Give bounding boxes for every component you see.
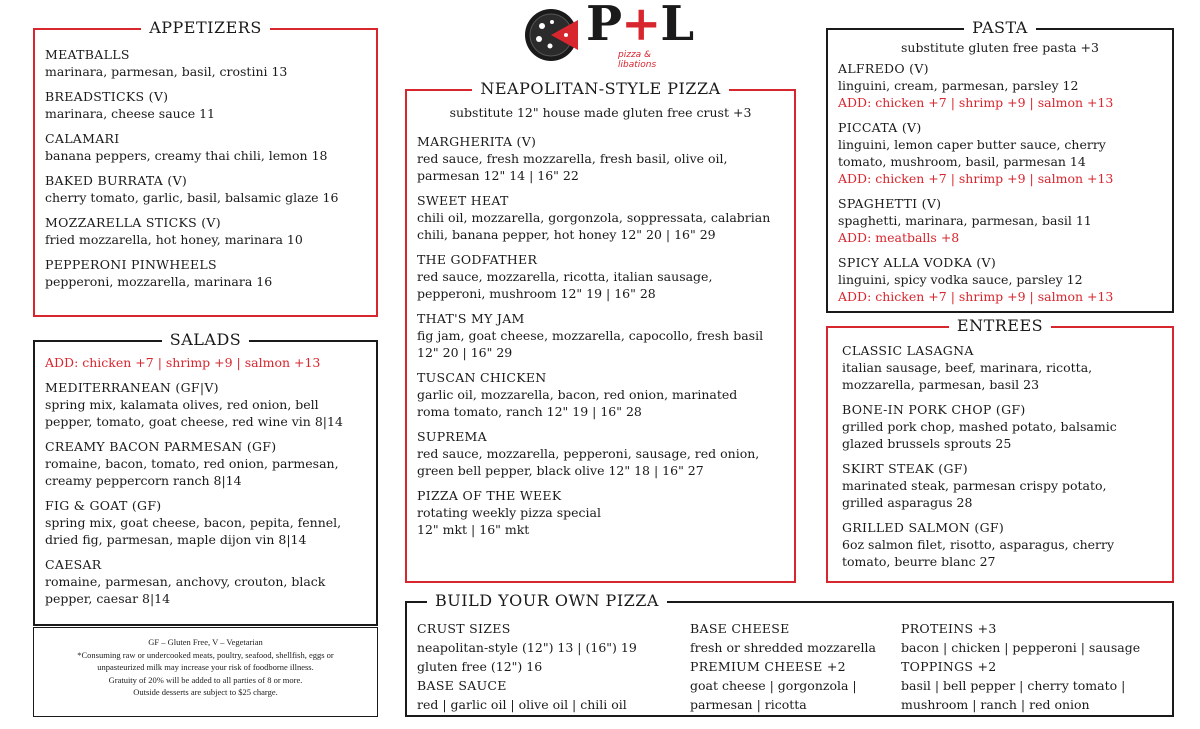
item-desc: grilled asparagus 28	[842, 495, 973, 510]
pasta-title: PASTA	[828, 18, 1172, 38]
item-name: PEPPERONI PINWHEELS	[45, 257, 217, 272]
item-name: TUSCAN CHICKEN	[417, 370, 547, 385]
item-name: PIZZA OF THE WEEK	[417, 488, 562, 503]
item-desc: spring mix, kalamata olives, red onion, bell	[45, 397, 319, 412]
item-name: MEATBALLS	[45, 47, 130, 62]
appetizers-section	[33, 18, 378, 317]
item-name: BREADSTICKS (V)	[45, 89, 169, 104]
menu-item	[842, 519, 1164, 570]
item-name: SPAGHETTI (V)	[838, 196, 942, 211]
item-name: ALFREDO (V)	[838, 61, 929, 76]
salads-title: SALADS	[35, 330, 376, 350]
pasta-add-ons: ADD: chicken +7 | shrimp +9 | salmon +13	[838, 95, 1114, 110]
menu-item	[45, 46, 368, 80]
menu-item	[45, 88, 368, 122]
item-name: SKIRT STEAK (GF)	[842, 461, 968, 476]
item-desc: dried fig, parmesan, maple dijon vin 8|14	[45, 532, 307, 547]
cheese-option: fresh or shredded mozzarella	[690, 640, 876, 655]
item-desc: romaine, parmesan, anchovy, crouton, black	[45, 574, 326, 589]
premium-cheese-options: goat cheese | gorgonzola |	[690, 678, 857, 693]
item-desc: roma tomato, ranch 12" 19 | 16" 28	[417, 404, 642, 419]
sauce-heading: BASE SAUCE	[417, 678, 507, 693]
menu-item	[417, 133, 786, 184]
item-desc: pepperoni, mozzarella, marinara 16	[45, 274, 273, 289]
item-desc: pepper, tomato, goat cheese, red wine vin 8|14	[45, 414, 343, 429]
menu-item	[45, 497, 368, 548]
sauce-options: red | garlic oil | olive oil | chili oil	[417, 697, 627, 712]
menu-item	[842, 460, 1164, 511]
menu-item	[417, 251, 786, 302]
item-desc: tomato, beurre blanc 27	[842, 554, 996, 569]
pizza-title: NEAPOLITAN-STYLE PIZZA	[407, 79, 794, 99]
item-desc: banana peppers, creamy thai chili, lemon 18	[45, 148, 328, 163]
topping-options: mushroom | ranch | red onion	[901, 697, 1090, 712]
item-desc: 6oz salmon filet, risotto, asparagus, cherry	[842, 537, 1115, 552]
item-name: MOZZARELLA STICKS (V)	[45, 215, 221, 230]
item-name: SWEET HEAT	[417, 193, 509, 208]
item-name: SUPREMA	[417, 429, 487, 444]
item-name: BONE-IN PORK CHOP (GF)	[842, 402, 1026, 417]
item-desc: spaghetti, marinara, parmesan, basil 11	[838, 213, 1092, 228]
pasta-add-ons: ADD: meatballs +8	[838, 230, 960, 245]
pizza-note: substitute 12" house made gluten free crust +3	[449, 105, 752, 120]
protein-options: bacon | chicken | pepperoni | sausage	[901, 640, 1141, 655]
menu-item	[417, 428, 786, 479]
item-name: PICCATA (V)	[838, 120, 922, 135]
item-desc: green bell pepper, black olive 12" 18 | 16" 27	[417, 463, 704, 478]
item-name: SPICY ALLA VODKA (V)	[838, 255, 997, 270]
menu-item	[45, 438, 368, 489]
menu-item	[838, 119, 1164, 187]
item-desc: red sauce, mozzarella, ricotta, italian sausage,	[417, 269, 713, 284]
gratuity-note: Gratuity of 20% will be added to all parties of 8 or more.	[108, 674, 303, 685]
item-desc: chili oil, mozzarella, gorgonzola, soppressata, calabrian	[417, 210, 771, 225]
appetizers-title: APPETIZERS	[35, 18, 376, 38]
item-name: BAKED BURRATA (V)	[45, 173, 188, 188]
item-desc: linguini, cream, parmesan, parsley 12	[838, 78, 1079, 93]
salad-add-ons: ADD: chicken +7 | shrimp +9 | salmon +13	[45, 355, 321, 370]
food-warning: *Consuming raw or undercooked meats, poultry, seafood, shellfish, eggs or	[77, 649, 334, 660]
menu-item	[45, 379, 368, 430]
item-desc: linguini, lemon caper butter sauce, cherry	[838, 137, 1106, 152]
salads-section	[33, 330, 378, 626]
pasta-add-ons: ADD: chicken +7 | shrimp +9 | salmon +13	[838, 289, 1114, 304]
food-warning: unpasteurized milk may increase your risk of foodborne illness.	[97, 662, 314, 672]
pasta-note: substitute gluten free pasta +3	[901, 40, 1099, 55]
entrees-section	[826, 316, 1174, 583]
protein-topping-column	[901, 619, 1140, 714]
item-desc: creamy peppercorn ranch 8|14	[45, 473, 242, 488]
menu-item	[842, 342, 1164, 393]
item-desc: fig jam, goat cheese, mozzarella, capocollo, fresh basil	[417, 328, 764, 343]
menu-item	[417, 192, 786, 243]
pasta-section	[826, 18, 1174, 313]
build-your-own-section	[405, 591, 1174, 717]
logo-wordmark: P+L	[586, 0, 694, 52]
menu-item	[45, 556, 368, 607]
logo-tagline: pizza & libations	[618, 50, 657, 70]
item-desc: garlic oil, mozzarella, bacon, red onion, marinated	[417, 387, 738, 402]
item-name: MEDITERRANEAN (GF|V)	[45, 380, 219, 395]
crust-option: neapolitan-style (12") 13 | (16") 19	[417, 640, 637, 655]
menu-item	[45, 172, 368, 206]
menu-item	[417, 369, 786, 420]
menu-item	[417, 487, 786, 538]
item-desc: glazed brussels sprouts 25	[842, 436, 1012, 451]
menu-disclaimer	[33, 627, 378, 717]
item-desc: 12" 20 | 16" 29	[417, 345, 513, 360]
diet-legend: GF – Gluten Free, V – Vegetarian	[148, 637, 263, 647]
item-desc: spring mix, goat cheese, bacon, pepita, fennel,	[45, 515, 342, 530]
item-name: THAT'S MY JAM	[417, 311, 525, 326]
item-name: FIG & GOAT (GF)	[45, 498, 162, 513]
menu-item	[45, 256, 368, 290]
item-desc: marinara, cheese sauce 11	[45, 106, 215, 121]
item-desc: grilled pork chop, mashed potato, balsamic	[842, 419, 1117, 434]
menu-item	[45, 214, 368, 248]
pizza-icon	[522, 6, 584, 64]
item-desc: fried mozzarella, hot honey, marinara 10	[45, 232, 303, 247]
item-name: CLASSIC LASAGNA	[842, 343, 974, 358]
premium-cheese-heading: PREMIUM CHEESE +2	[690, 659, 846, 674]
crust-heading: CRUST SIZES	[417, 621, 511, 636]
menu-item	[417, 310, 786, 361]
restaurant-logo	[522, 0, 694, 70]
item-desc: red sauce, fresh mozzarella, fresh basil, olive oil,	[417, 151, 728, 166]
item-desc: parmesan 12" 14 | 16" 22	[417, 168, 579, 183]
menu-item	[842, 401, 1164, 452]
item-name: CREAMY BACON PARMESAN (GF)	[45, 439, 277, 454]
item-desc: 12" mkt | 16" mkt	[417, 522, 530, 537]
pasta-add-ons: ADD: chicken +7 | shrimp +9 | salmon +13	[838, 171, 1114, 186]
dessert-note: Outside desserts are subject to $25 charge.	[133, 687, 278, 697]
item-desc: red sauce, mozzarella, pepperoni, sausage, red onion,	[417, 446, 760, 461]
entrees-title: ENTREES	[828, 316, 1172, 336]
menu-item	[838, 254, 1164, 305]
item-desc: chili, banana pepper, hot honey 12" 20 | 16" 29	[417, 227, 716, 242]
item-name: MARGHERITA (V)	[417, 134, 537, 149]
item-desc: marinated steak, parmesan crispy potato,	[842, 478, 1107, 493]
item-desc: linguini, spicy vodka sauce, parsley 12	[838, 272, 1083, 287]
protein-heading: PROTEINS +3	[901, 621, 997, 636]
pizza-section	[405, 79, 796, 583]
premium-cheese-options: parmesan | ricotta	[690, 697, 807, 712]
item-desc: romaine, bacon, tomato, red onion, parmesan,	[45, 456, 339, 471]
item-desc: cherry tomato, garlic, basil, balsamic glaze 16	[45, 190, 339, 205]
item-name: CALAMARI	[45, 131, 120, 146]
menu-item	[838, 60, 1164, 111]
item-desc: rotating weekly pizza special	[417, 505, 601, 520]
item-desc: italian sausage, beef, marinara, ricotta,	[842, 360, 1093, 375]
item-name: GRILLED SALMON (GF)	[842, 520, 1005, 535]
build-your-own-title: BUILD YOUR OWN PIZZA	[407, 591, 1172, 611]
crust-sauce-column	[417, 619, 637, 714]
item-name: THE GODFATHER	[417, 252, 538, 267]
item-desc: tomato, mushroom, basil, parmesan 14	[838, 154, 1086, 169]
topping-heading: TOPPINGS +2	[901, 659, 997, 674]
item-desc: mozzarella, parmesan, basil 23	[842, 377, 1040, 392]
item-desc: marinara, parmesan, basil, crostini 13	[45, 64, 288, 79]
topping-options: basil | bell pepper | cherry tomato |	[901, 678, 1126, 693]
crust-option: gluten free (12") 16	[417, 659, 543, 674]
cheese-column	[690, 619, 876, 714]
item-desc: pepper, caesar 8|14	[45, 591, 171, 606]
cheese-heading: BASE CHEESE	[690, 621, 790, 636]
item-name: CAESAR	[45, 557, 102, 572]
item-desc: pepperoni, mushroom 12" 19 | 16" 28	[417, 286, 656, 301]
menu-item	[45, 130, 368, 164]
menu-item	[838, 195, 1164, 246]
